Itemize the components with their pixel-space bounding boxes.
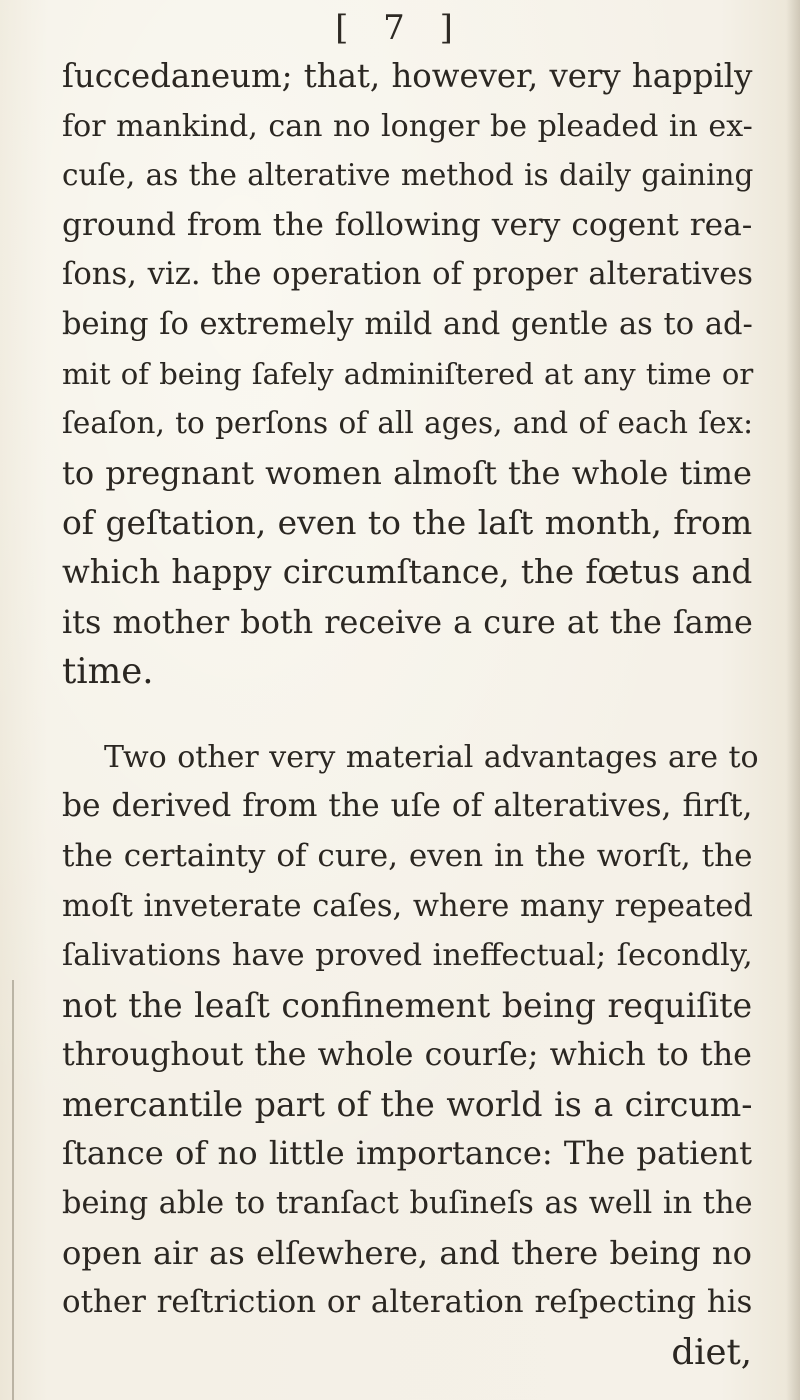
text-line: being able to tranſact buſineſs as well in the [62, 1186, 753, 1222]
text-line: ſeaſon, to perſons of all ages, and of each ſex: [62, 406, 754, 441]
text-line: throughout the whole courſe; which to the [62, 1035, 752, 1074]
text-line: its mother both receive a cure at the ſame [62, 602, 753, 641]
paragraph-2 [62, 733, 759, 1328]
text-line: ſuccedaneum; that, however, very happily [62, 57, 753, 95]
text-line: cuſe, as the alterative method is daily gaining [62, 158, 754, 193]
text-line: to pregnant women almoſt the whole time [62, 453, 752, 492]
text-line: ſons, viz. the operation of proper alteratives [62, 257, 753, 293]
text-line: Two other very material advantages are to [104, 739, 759, 775]
text-line: for mankind, can no longer be pleaded in ex- [62, 108, 753, 144]
text-line: the certainty of cure, even in the worſt, the [62, 837, 753, 874]
paragraph-1 [62, 52, 752, 697]
paragraph-gap [62, 697, 752, 733]
margin-rule [12, 980, 14, 1400]
page-edge-shadow [786, 0, 800, 1400]
text-line: of geſtation, even to the laſt month, from [62, 503, 753, 543]
text-line: open air as elſewhere, and there being no [62, 1233, 752, 1272]
text-line: mit of being ſafely adminiſtered at any time or [62, 356, 754, 391]
text-line: ſalivations have proved ineffectual; ſecondly, [62, 938, 753, 974]
text-line: moſt inveterate caſes, where many repeated [62, 888, 753, 924]
text-line: ground from the following very cogent rea- [62, 206, 753, 243]
text-line: be derived from the uſe of alteratives, firſt, [62, 788, 753, 825]
text-line: which happy circumſtance, the fœtus and [62, 552, 753, 591]
text-line: other reſtriction or alteration reſpecting his [62, 1284, 753, 1321]
page-text [62, 52, 759, 1377]
text-line: being ſo extremely mild and gentle as to ad- [62, 306, 753, 342]
catchword: diet, [671, 1331, 752, 1373]
page-number-header: [ 7 ] [335, 8, 465, 48]
text-line: ſtance of no little importance: The patient [62, 1134, 753, 1173]
text-line: mercantile part of the world is a circum- [62, 1084, 753, 1124]
text-line: not the leaſt confinement being requiſite [62, 985, 753, 1025]
text-line: time. [62, 651, 154, 693]
